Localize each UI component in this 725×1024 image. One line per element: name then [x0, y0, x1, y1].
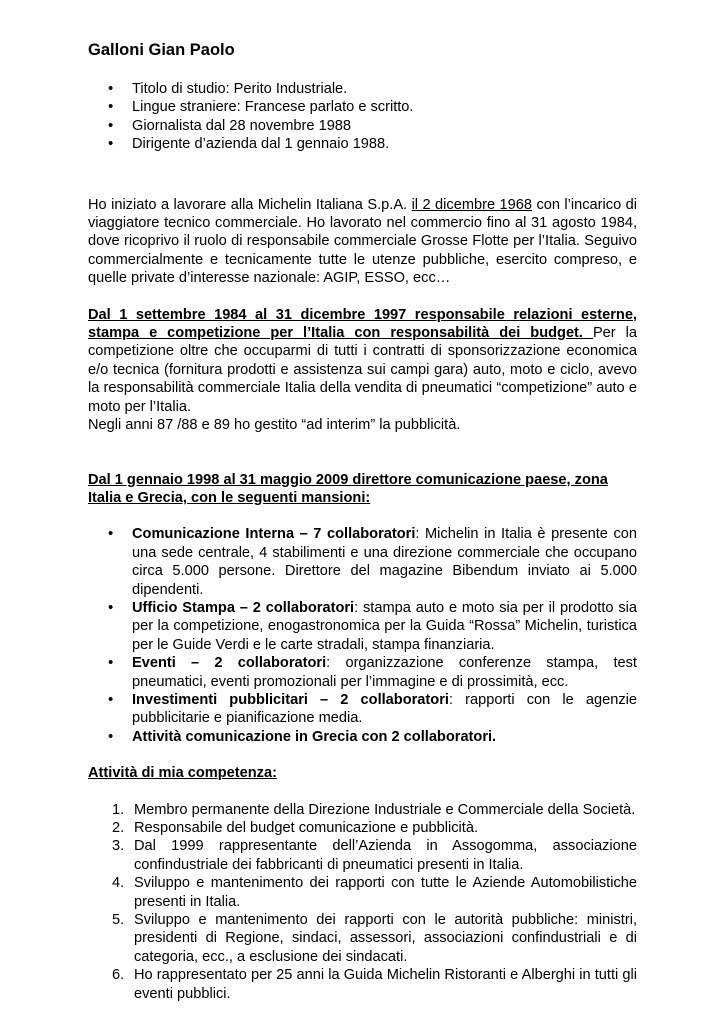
role-description: : organizzazione conferenze stampa, test pneumatici, eventi promozionali per l’immagine e di prossimità, ecc. — [132, 655, 637, 690]
section1-body: Per la competizione oltre che occuparmi di tutti i contratti di sponsorizzazione economica e/o tecnica (fornitura prodotti e assistenza sui campi gara) auto, moto e ciclo, avevo la responsabilità commerciale Italia della vendita di pneumatici “competizione” auto e moto per l’Italia. — [88, 325, 637, 415]
competence-item — [88, 911, 637, 966]
role-internal-communication — [88, 525, 637, 599]
info-item-languages: • Lingue straniere: Francese parlato e scritto. — [88, 98, 637, 116]
item-text: Sviluppo e mantenimento dei rapporti con tutte le Aziende Automobilistiche presenti in Italia. — [134, 875, 637, 910]
item-number: 2. — [112, 820, 125, 836]
section3-heading: Attività di mia competenza: — [88, 765, 277, 782]
intro-text-start: Ho iniziato a lavorare alla Michelin Italiana S.p.A. — [88, 196, 412, 213]
role-description: : rapporti con le agenzie pubblicitarie e pianificazione media. — [132, 691, 637, 727]
role-label: Attività comunicazione in Grecia con 2 collaboratori. — [132, 728, 497, 745]
info-item-manager: • Dirigente d’azienda dal 1 gennaio 1988. — [88, 135, 637, 153]
item-text: Sviluppo e mantenimento dei rapporti con le autorità pubbliche: ministri, presidenti di Regione, sindaci, assessori, associazioni confindustriali e di categoria, ecc., a esclusione dei sindacati. — [134, 912, 637, 965]
item-number: 5. — [112, 912, 125, 929]
competence-list — [88, 801, 637, 1003]
competence-item — [88, 819, 637, 837]
competence-item — [88, 837, 637, 874]
document-title: Galloni Gian Paolo — [88, 41, 235, 59]
section1-heading: Dal 1 settembre 1984 al 31 dicembre 1997 responsabile relazioni esterne, stampa e competizione per l’Italia con responsabilità dei budget. — [88, 306, 637, 342]
role-label: Comunicazione Interna – 7 collaboratori — [132, 526, 416, 543]
role-events — [88, 654, 637, 691]
intro-paragraph — [88, 196, 637, 288]
info-item-journalist: • Giornalista dal 28 novembre 1988 — [88, 117, 637, 135]
role-label: Ufficio Stampa – 2 collaboratori — [132, 599, 355, 616]
intro-start-date: il 2 dicembre 1968 — [411, 196, 532, 213]
role-description: : Michelin in Italia è presente con una sede centrale, 4 stabilimenti e una direzione commerciale che occupano circa 5.000 persone. Direttore del magazine Bibendum inviato ai 5.000 dipendenti. — [132, 526, 637, 598]
item-text: Dal 1999 rappresentante dell’Azienda in Assogomma, associazione confindustriale dei fabbricanti di pneumatici presenti in Italia. — [134, 838, 637, 873]
competence-item — [88, 874, 637, 911]
item-text: Membro permanente della Direzione Industriale e Commerciale della Società. — [134, 801, 636, 818]
info-item-education: • Titolo di studio: Perito Industriale. — [88, 80, 637, 98]
item-text: Ho rappresentato per 25 anni la Guida Michelin Ristoranti e Alberghi in tutti gli eventi pubblici. — [134, 967, 637, 1002]
item-text: Responsabile del budget comunicazione e pubblicità. — [134, 820, 478, 836]
personal-info-list — [88, 80, 637, 154]
role-advertising — [88, 691, 637, 728]
competence-item — [88, 801, 637, 819]
intro-text-rest: con l’incarico di viaggiatore tecnico commerciale. Ho lavorato nel commercio fino al 31 agosto 1984, dove ricoprivo il ruolo di responsabile commerciale Grosse Flotte per l’Italia. Seguivo commercialmente e tecnicamente tutte le utenze pubbliche, esercito compreso, e quelle private d’interesse nazionale: AGIP, ESSO, ecc… — [88, 196, 637, 287]
role-label: Investimenti pubblicitari – 2 collaboratori — [132, 691, 449, 708]
role-label: Eventi – 2 collaboratori — [132, 655, 327, 672]
role-greece — [88, 728, 637, 746]
section1-note: Negli anni 87 /88 e 89 ho gestito “ad interim” la pubblicità. — [88, 417, 461, 434]
roles-list — [88, 525, 637, 746]
document-page — [88, 40, 637, 1003]
item-number: 1. — [112, 801, 125, 818]
competence-item — [88, 966, 637, 1003]
role-description: : stampa auto e moto sia per il prodotto sia per la competizione, enogastronomica per la Guida “Rossa” Michelin, turistica per le Guide Verdi e le carte stradali, stampa finanziaria. — [132, 599, 637, 653]
item-number: 4. — [112, 875, 125, 892]
item-number: 6. — [112, 967, 125, 984]
section1-paragraph — [88, 306, 637, 416]
item-number: 3. — [112, 838, 125, 855]
role-press-office — [88, 599, 637, 654]
section2-heading: Dal 1 gennaio 1998 al 31 maggio 2009 direttore comunicazione paese, zona Italia e Grecia, con le seguenti mansioni: — [88, 471, 608, 506]
